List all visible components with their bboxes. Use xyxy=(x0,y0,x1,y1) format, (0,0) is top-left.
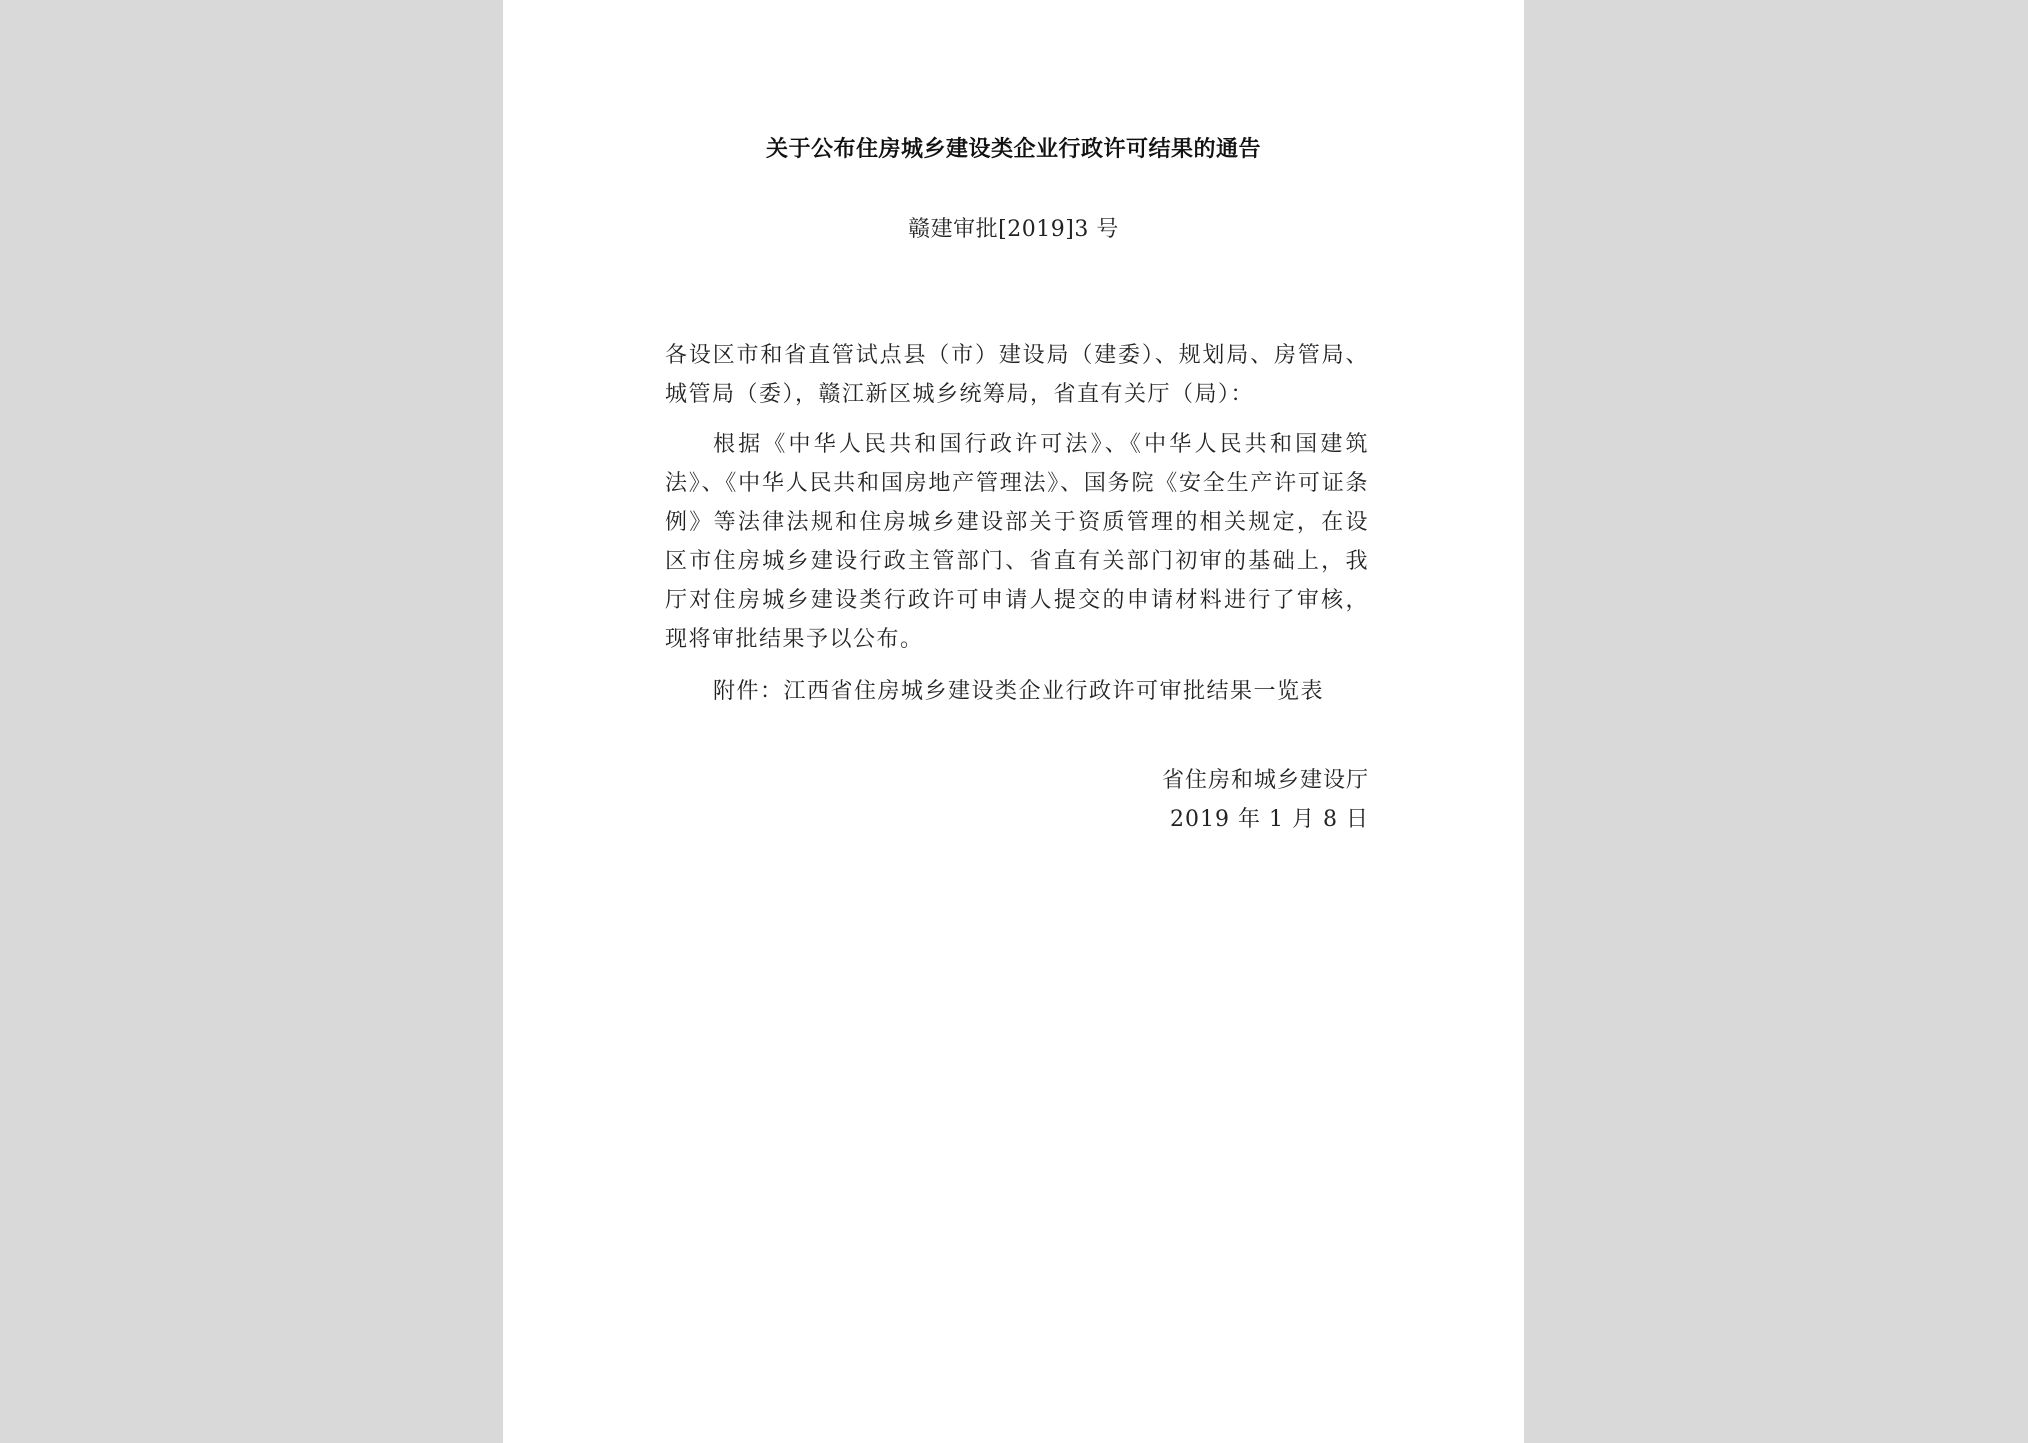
main-paragraph: 根据《中华人民共和国行政许可法》、《中华人民共和国建筑法》、《中华人民共和国房地产管理法》、国务院《安全生产许可证条例》等法律法规和住房城乡建设部关于资质管理的相关规定，在设区市住房城乡建设行政主管部门、省直有关部门初审的基础上，我厅对住房城乡建设类行政许可申请人提交的申请材料进行了审核，现将审批结果予以公布。 xyxy=(665,432,1369,652)
attachment-line: 附件：江西省住房城乡建设类企业行政许可审批结果一览表 xyxy=(713,679,1325,704)
signature-date: 2019 年 1 月 8 日 xyxy=(1170,807,1369,832)
addressee-paragraph: 各设区市和省直管试点县（市）建设局（建委）、规划局、房管局、城管局（委），赣江新区城乡统筹局，省直有关厅（局）： xyxy=(665,343,1369,407)
document-number: 赣建审批[2019]3 号 xyxy=(908,217,1119,242)
document-title: 关于公布住房城乡建设类企业行政许可结果的通告 xyxy=(765,136,1261,162)
document-page xyxy=(503,0,1524,1443)
signature-organization: 省住房和城乡建设厅 xyxy=(1161,768,1369,793)
